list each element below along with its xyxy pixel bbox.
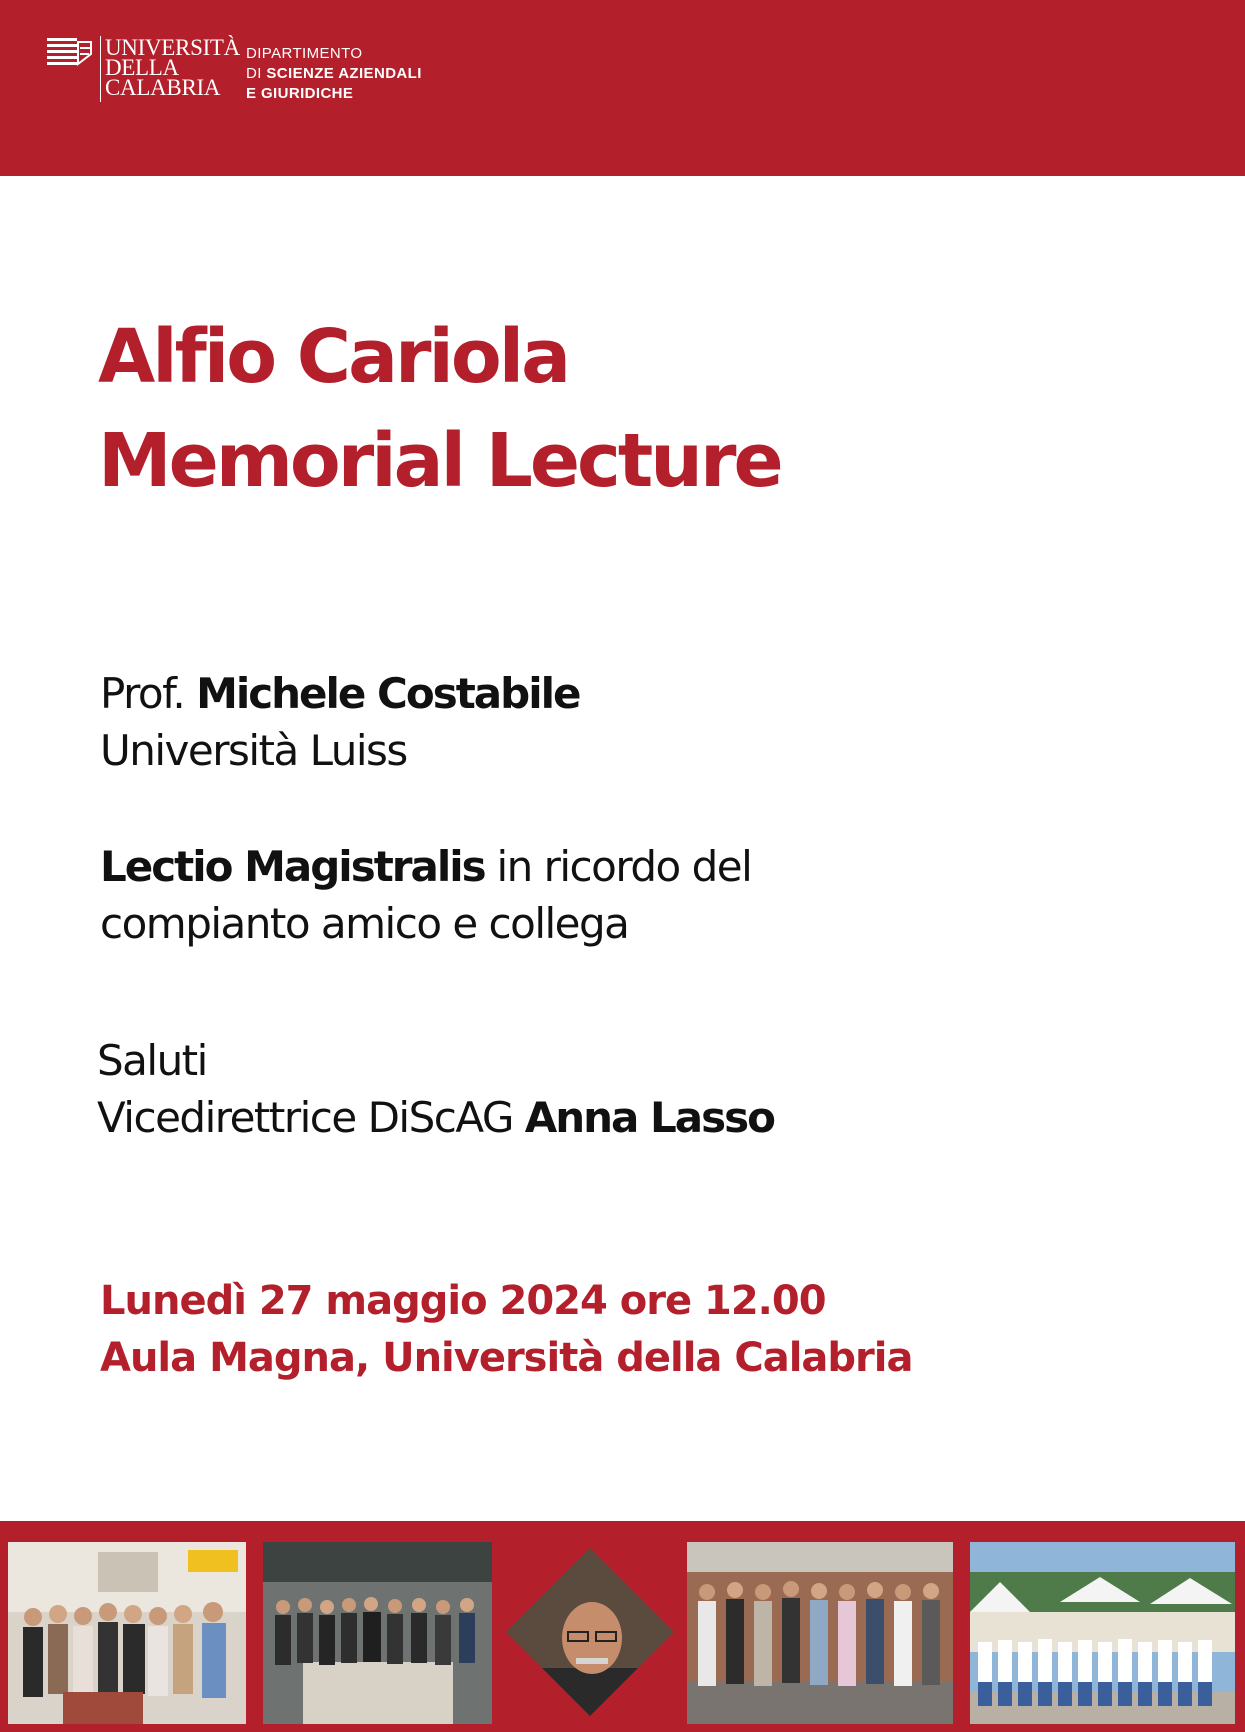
department-line-bold: SCIENZE AZIENDALI bbox=[266, 65, 422, 82]
greetings-role: Vicedirettrice DiScAG bbox=[97, 1093, 525, 1142]
event-title bbox=[98, 305, 781, 513]
department-line-prefix: DI bbox=[246, 65, 267, 82]
portrait-diamond-photo bbox=[506, 1548, 674, 1716]
department-line: E GIURIDICHE bbox=[246, 85, 354, 102]
event-date-time: Lunedì 27 maggio 2024 ore 12.00 bbox=[100, 1278, 826, 1324]
event-location: Aula Magna, Università della Calabria bbox=[100, 1335, 913, 1381]
lectio-block bbox=[100, 838, 751, 952]
university-name-line: CALABRIA bbox=[105, 75, 221, 100]
speaker-affiliation: Università Luiss bbox=[100, 726, 407, 775]
university-logo-icon bbox=[47, 38, 93, 68]
speaker-block bbox=[100, 665, 579, 779]
event-info bbox=[100, 1273, 912, 1387]
speaker-name: Michele Costabile bbox=[196, 669, 580, 718]
greetings-line bbox=[97, 1089, 774, 1146]
logo-divider bbox=[100, 36, 101, 102]
group-photo-outdoor bbox=[687, 1542, 953, 1724]
event-title-line: Alfio Cariola bbox=[98, 314, 569, 400]
lectio-line: compianto amico e collega bbox=[100, 899, 629, 948]
department-name bbox=[246, 44, 422, 104]
greetings-name: Anna Lasso bbox=[524, 1093, 774, 1142]
university-name-line: UNIVERSITÀ bbox=[105, 35, 240, 60]
department-line: DIPARTIMENTO bbox=[246, 45, 363, 62]
header-bar bbox=[0, 0, 1245, 176]
group-photo-classroom bbox=[263, 1542, 492, 1724]
lectio-rest: in ricordo del bbox=[484, 842, 752, 891]
speaker-prefix: Prof. bbox=[100, 669, 197, 718]
department-line bbox=[246, 64, 422, 84]
greetings-heading: Saluti bbox=[97, 1036, 207, 1085]
speaker-line bbox=[100, 665, 579, 722]
lectio-line bbox=[100, 838, 751, 895]
greetings-block bbox=[97, 1032, 774, 1146]
university-name-line: DELLA bbox=[105, 55, 179, 80]
event-title-line: Memorial Lecture bbox=[98, 418, 781, 504]
group-photo-celebration bbox=[8, 1542, 246, 1724]
lectio-bold: Lectio Magistralis bbox=[100, 842, 485, 891]
university-name bbox=[105, 35, 240, 100]
group-photo-tents bbox=[970, 1542, 1235, 1724]
